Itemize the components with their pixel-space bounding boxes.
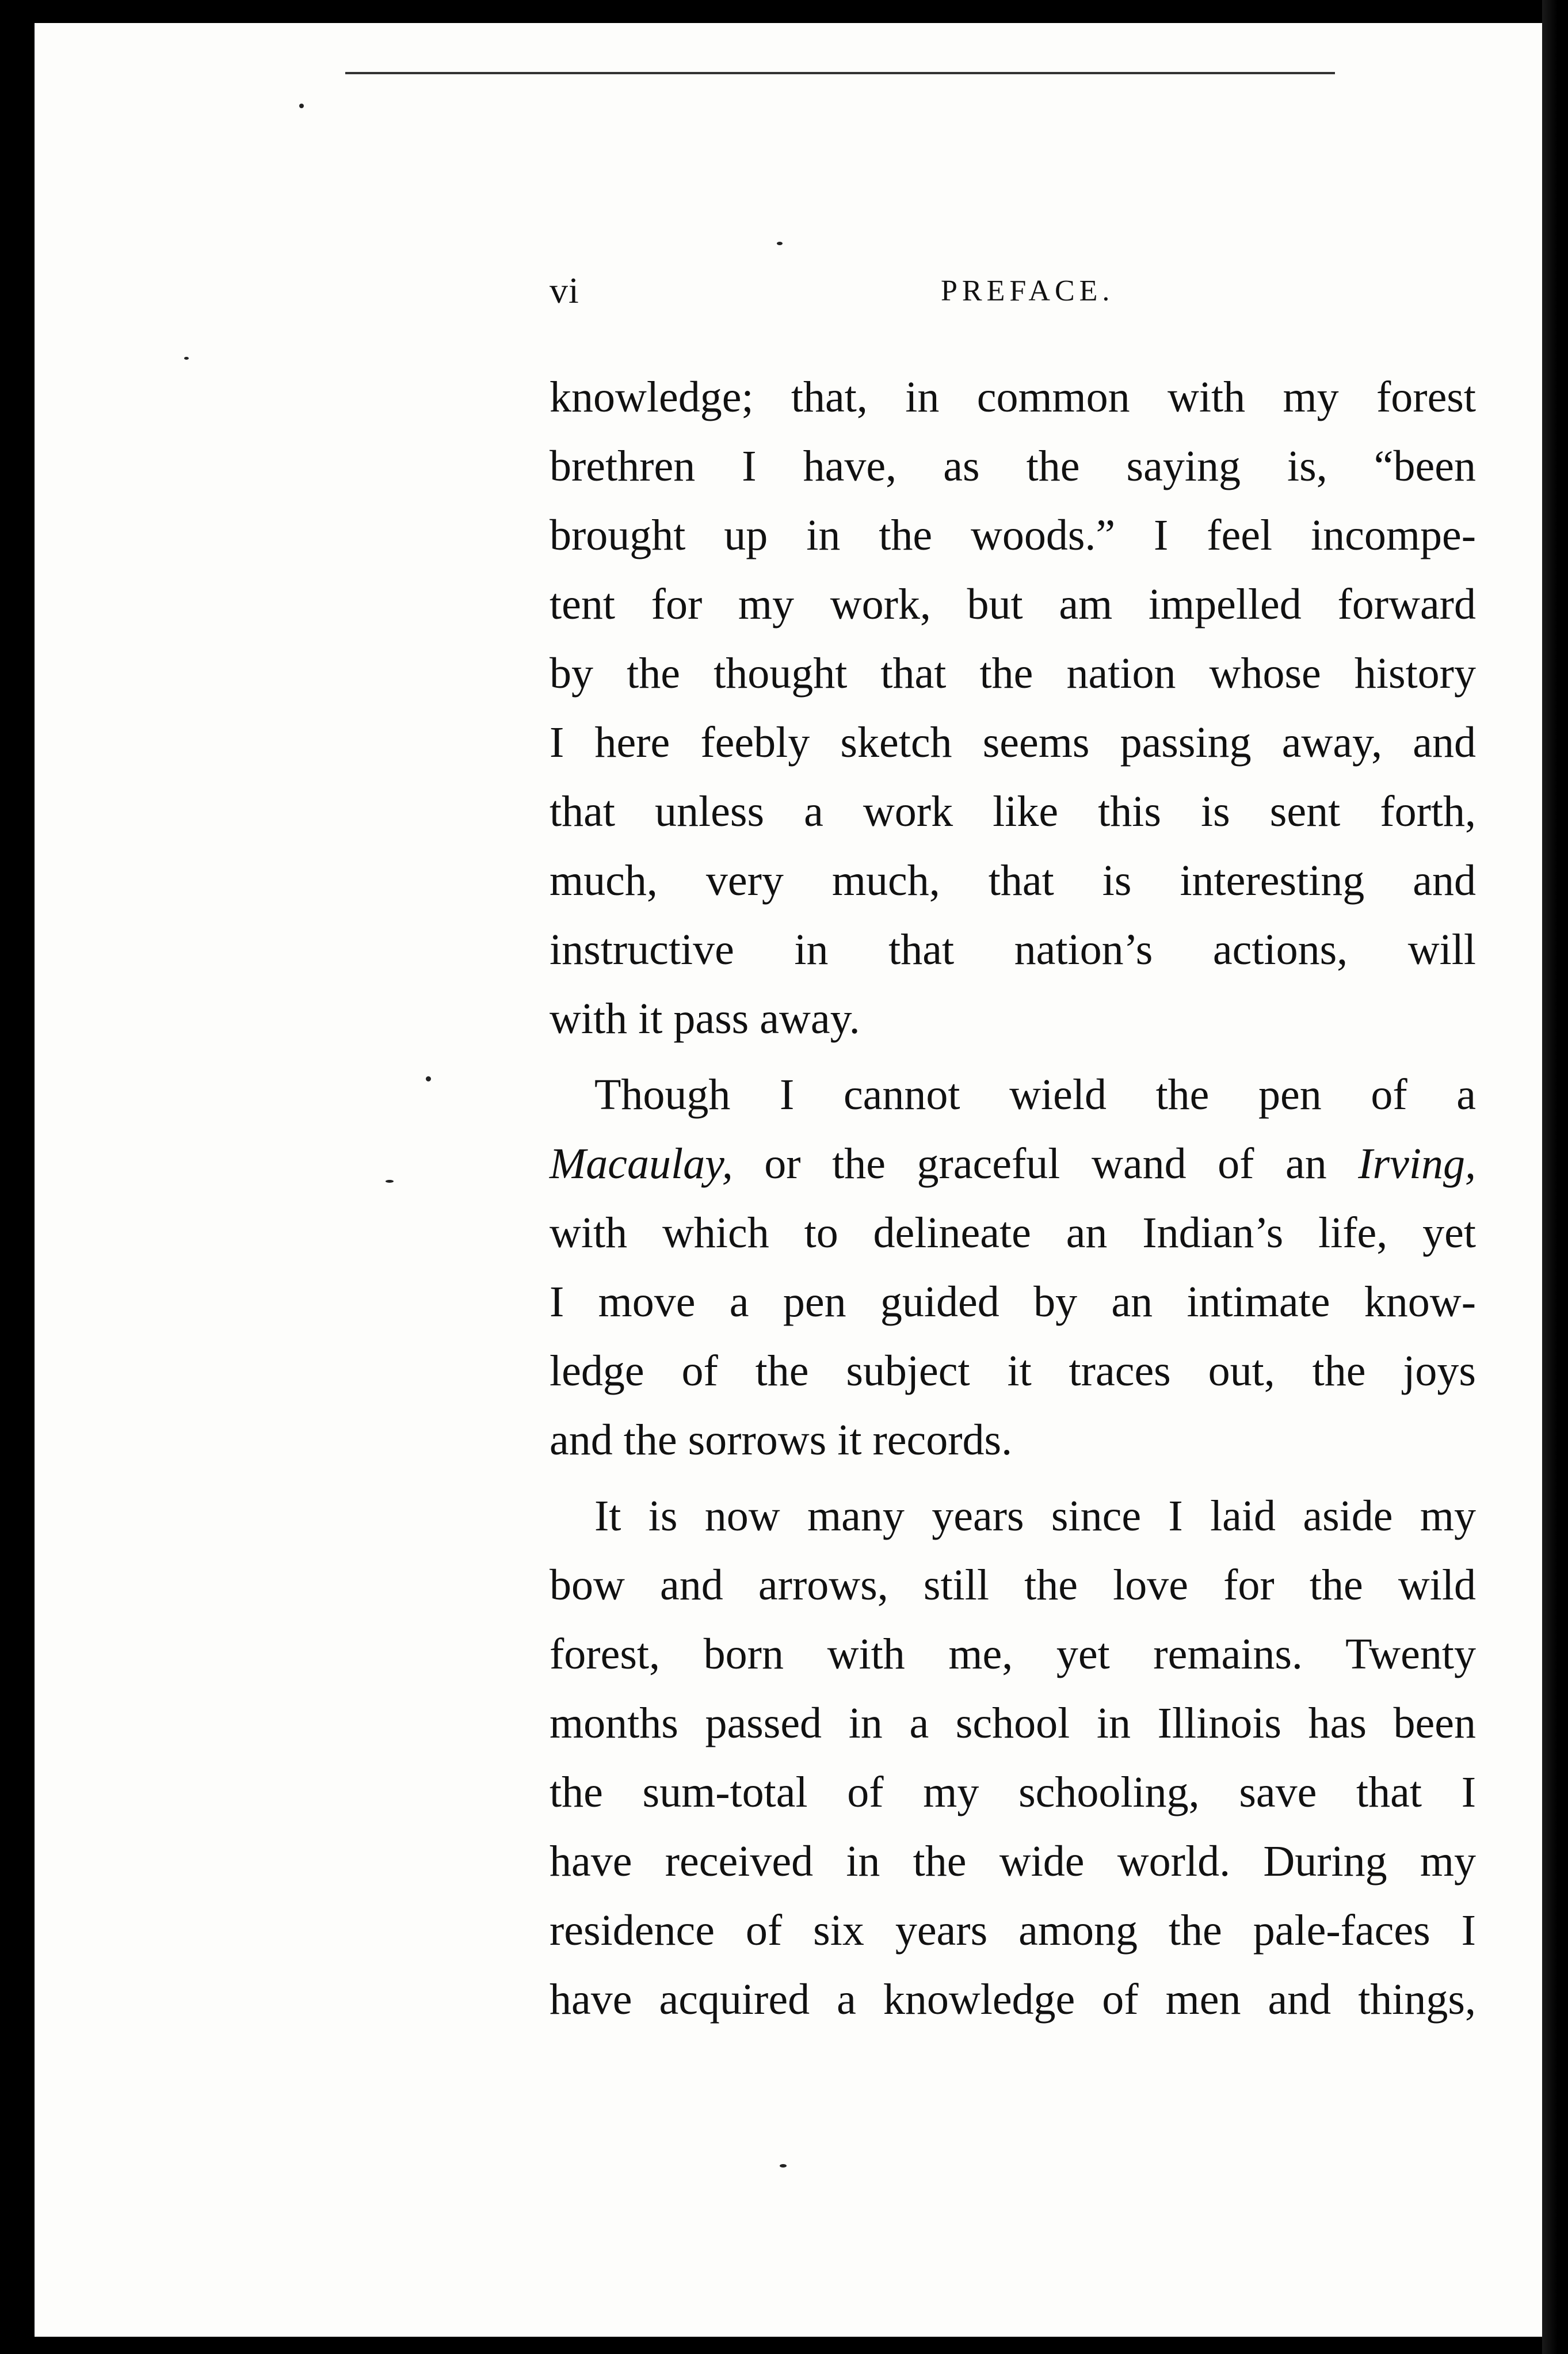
text-line: and the sorrows it records. [550, 1416, 1013, 1464]
text-line: brought up in the woods.” I feel incompe- [550, 511, 1476, 559]
text-line: have received in the wide world. During my [550, 1837, 1476, 1886]
scan-speck [184, 357, 189, 360]
page-number: vi [550, 270, 579, 311]
text-line: months passed in a school in Illinois has been [550, 1699, 1476, 1747]
text-line: have acquired a knowledge of men and things, [550, 1975, 1476, 2024]
scan-speck [426, 1076, 431, 1081]
scan-speck [777, 242, 783, 245]
scan-edge [1542, 0, 1568, 2354]
text-line: brethren I have, as the saying is, “been [550, 442, 1476, 490]
scan-speck [780, 2164, 787, 2168]
top-rule [345, 72, 1335, 74]
text-segment: or the graceful wand of an [733, 1140, 1359, 1188]
scan-speck [386, 1180, 394, 1183]
text-line: bow and arrows, still the love for the wild [550, 1561, 1476, 1609]
text-line: by the thought that the nation whose history [550, 649, 1476, 698]
running-head: PREFACE. [941, 275, 1115, 307]
paragraph-2 [550, 1060, 1476, 1475]
page-header [550, 269, 1476, 321]
text-line: residence of six years among the pale-faces I [550, 1906, 1476, 1955]
text-line: much, very much, that is interesting and [550, 856, 1476, 905]
text-line: ledge of the subject it traces out, the joys [550, 1347, 1476, 1395]
italic-name-irving: Irving, [1358, 1140, 1476, 1188]
italic-name-macaulay: Macaulay, [550, 1140, 733, 1188]
text-line: instructive in that nation’s actions, will [550, 925, 1476, 974]
body-text [550, 363, 1476, 2034]
text-line-with-italics [550, 1129, 1476, 1198]
text-line: It is now many years since I laid aside my [594, 1492, 1476, 1540]
text-line: I move a pen guided by an intimate know- [550, 1278, 1476, 1326]
text-line: I here feebly sketch seems passing away, and [550, 718, 1476, 767]
paragraph-1 [550, 363, 1476, 1053]
text-line: forest, born with me, yet remains. Twenty [550, 1630, 1476, 1678]
paragraph-3 [550, 1481, 1476, 2034]
text-line: with which to delineate an Indian’s life, yet [550, 1209, 1476, 1257]
scan-speck [299, 104, 304, 108]
text-line: tent for my work, but am impelled forward [550, 580, 1476, 629]
text-line: that unless a work like this is sent forth, [550, 787, 1476, 836]
text-line: the sum-total of my schooling, save that I [550, 1768, 1476, 1816]
text-line: knowledge; that, in common with my forest [550, 373, 1476, 421]
text-line: with it pass away. [550, 995, 860, 1043]
text-line: Though I cannot wield the pen of a [594, 1071, 1476, 1119]
